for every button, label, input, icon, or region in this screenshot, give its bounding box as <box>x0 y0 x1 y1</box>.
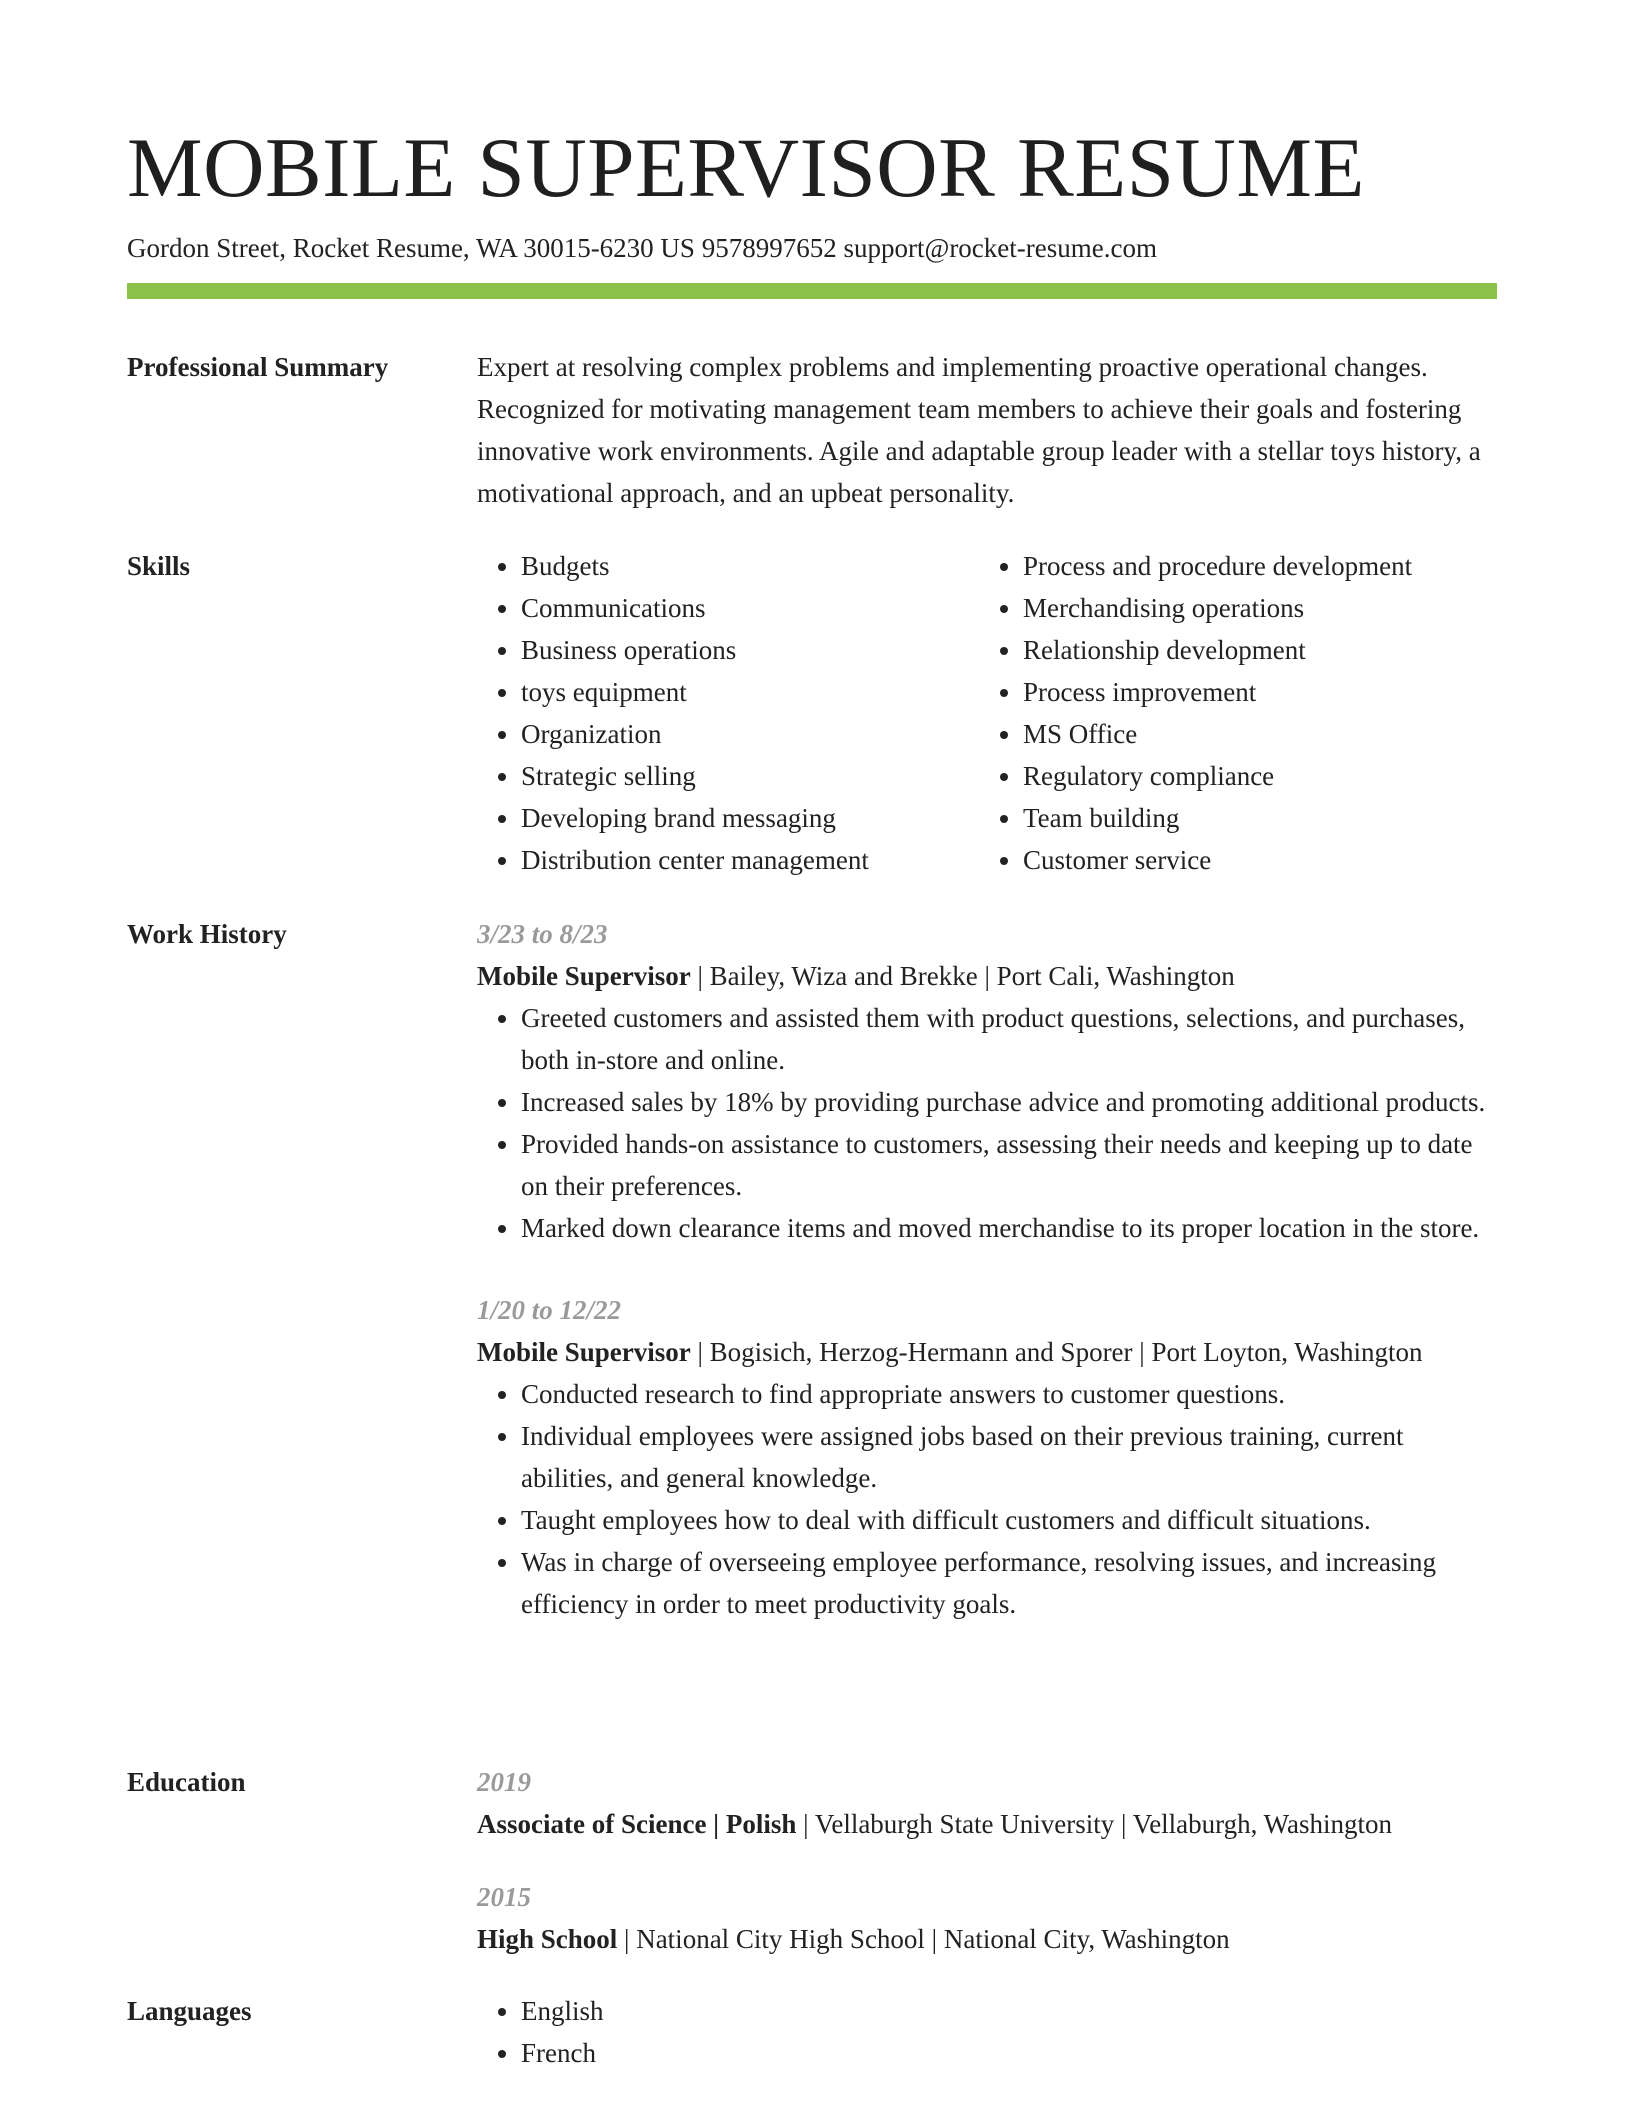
skill-item: • Team building <box>1023 797 1481 839</box>
job-title: Mobile Supervisor <box>477 961 691 991</box>
skill-item: • toys equipment <box>521 671 979 713</box>
skill-item: • Relationship development <box>1023 629 1481 671</box>
education-degree: Associate of Science | Polish <box>477 1809 797 1839</box>
languages-heading: Languages <box>127 1996 252 2026</box>
skills-heading: Skills <box>127 551 191 581</box>
job-bullet: • Greeted customers and assisted them with product questions, selections, and purchases, both in-store and online. <box>521 997 1497 1081</box>
job-employer: | Bogisich, Herzog-Hermann and Sporer | Port Loyton, Washington <box>690 1337 1423 1367</box>
job-bullet: • Increased sales by 18% by providing purchase advice and promoting additional products. <box>521 1081 1497 1123</box>
skills-list-right <box>979 545 1481 881</box>
education-line <box>477 1803 1497 1845</box>
job-entry <box>477 913 1497 1249</box>
education-heading: Education <box>127 1767 246 1797</box>
skill-item: • Process improvement <box>1023 671 1481 713</box>
job-title-line <box>477 955 1497 997</box>
job-bullet: • Taught employees how to deal with difficult customers and difficult situations. <box>521 1499 1497 1541</box>
job-title-line <box>477 1331 1497 1373</box>
skill-item: • Business operations <box>521 629 979 671</box>
language-item: • French <box>521 2032 1497 2074</box>
skill-item: • Regulatory compliance <box>1023 755 1481 797</box>
summary-heading: Professional Summary <box>127 352 389 382</box>
education-entry <box>477 1761 1497 1845</box>
job-bullet: • Marked down clearance items and moved merchandise to its proper location in the store. <box>521 1207 1497 1249</box>
language-item: • English <box>521 1990 1497 2032</box>
education-school: | Vellaburgh State University | Vellaburgh, Washington <box>796 1809 1393 1839</box>
contact-line: Gordon Street, Rocket Resume, WA 30015-6230 US 9578997652 support@rocket-resume.com <box>127 233 1157 263</box>
education-school: | National City High School | National City, Washington <box>617 1924 1230 1954</box>
skill-item: • MS Office <box>1023 713 1481 755</box>
job-bullet: • Provided hands-on assistance to customers, assessing their needs and keeping up to date on their preferences. <box>521 1123 1497 1207</box>
skill-item: • Customer service <box>1023 839 1481 881</box>
job-bullets <box>477 997 1497 1249</box>
education-entry <box>477 1876 1497 1960</box>
skill-item: • Process and procedure development <box>1023 545 1481 587</box>
job-date: 1/20 to 12/22 <box>477 1295 622 1325</box>
skill-item: • Strategic selling <box>521 755 979 797</box>
skills-list-left <box>477 545 979 881</box>
job-entry <box>477 1289 1497 1625</box>
resume-title: MOBILE SUPERVISOR RESUME <box>127 121 1365 215</box>
languages-list <box>477 1990 1497 2074</box>
job-title: Mobile Supervisor <box>477 1337 691 1367</box>
accent-divider <box>127 283 1497 299</box>
job-bullet: • Was in charge of overseeing employee performance, resolving issues, and increasing efficiency in order to meet productivity goals. <box>521 1541 1497 1625</box>
education-date: 2019 <box>477 1767 531 1797</box>
skill-item: • Communications <box>521 587 979 629</box>
job-bullet: • Conducted research to find appropriate answers to customer questions. <box>521 1373 1497 1415</box>
education-degree: High School <box>477 1924 618 1954</box>
job-bullets <box>477 1373 1497 1625</box>
skill-item: • Distribution center management <box>521 839 979 881</box>
work-history-heading: Work History <box>127 919 287 949</box>
skill-item: • Budgets <box>521 545 979 587</box>
education-line <box>477 1918 1497 1960</box>
skill-item: • Organization <box>521 713 979 755</box>
job-date: 3/23 to 8/23 <box>477 919 608 949</box>
education-date: 2015 <box>477 1882 531 1912</box>
job-bullet: • Individual employees were assigned jobs based on their previous training, current abilities, and general knowledge. <box>521 1415 1497 1499</box>
summary-text: Expert at resolving complex problems and implementing proactive operational changes. Recognized for motivating management team members to achieve their goals and fostering innovative work environments. Agile and adaptable group leader with a stellar toys history, a motivational approach, and an upbeat personality. <box>477 352 1481 508</box>
job-employer: | Bailey, Wiza and Brekke | Port Cali, Washington <box>690 961 1235 991</box>
skill-item: • Developing brand messaging <box>521 797 979 839</box>
skill-item: • Merchandising operations <box>1023 587 1481 629</box>
